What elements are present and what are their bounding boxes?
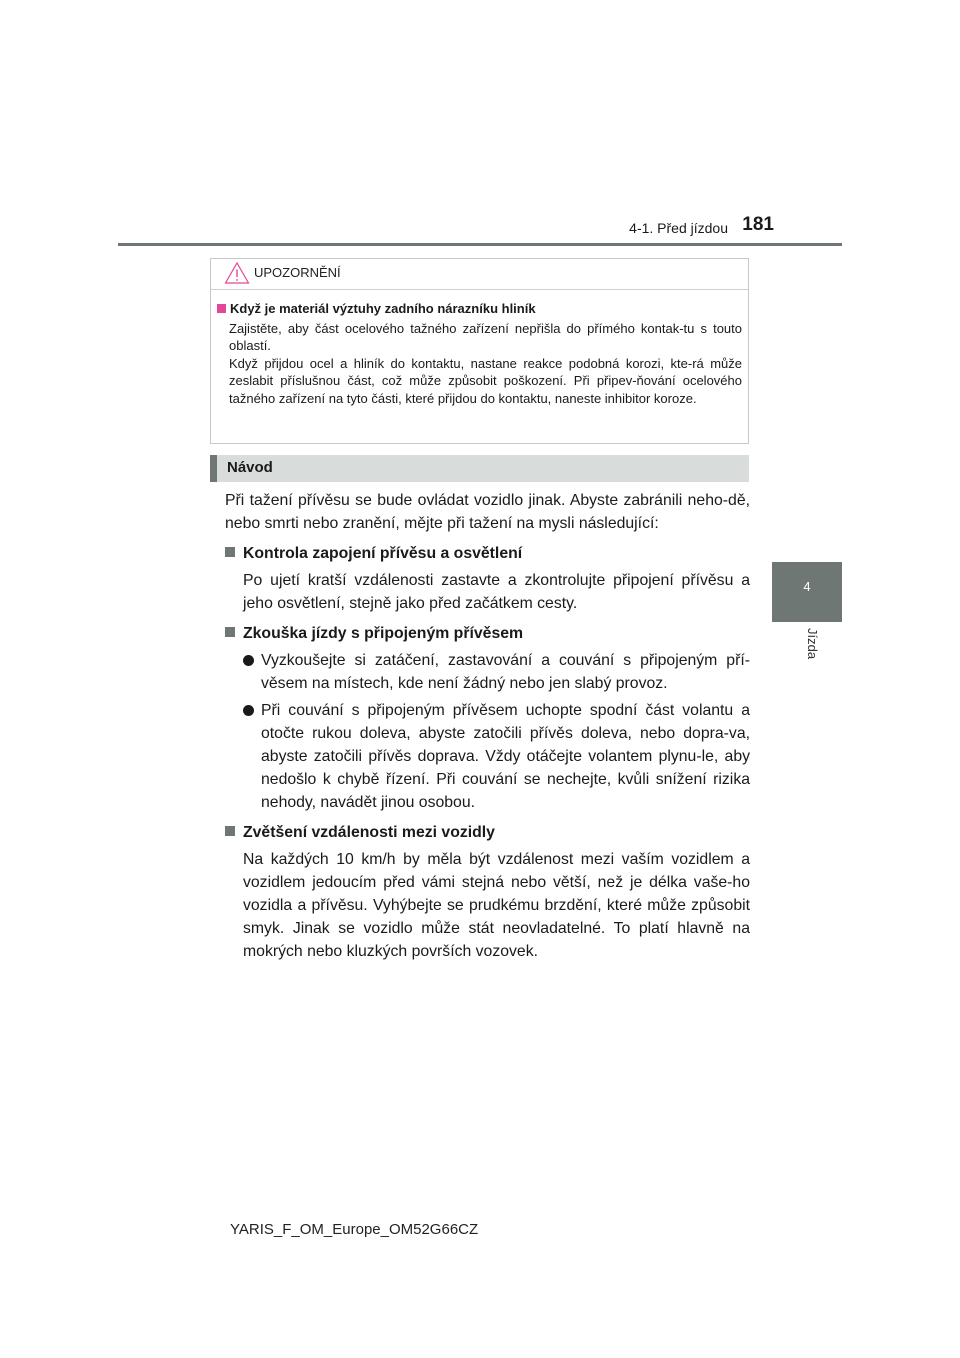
page-number: 181: [742, 214, 774, 235]
square-bullet-icon: [225, 547, 235, 557]
square-bullet-icon: [225, 627, 235, 637]
warning-text: [229, 320, 742, 407]
item-text: Na každých 10 km/h by měla být vzdálenost mezi vaším vozidlem a vozidlem jedoucím před vámi stejná nebo větší, než je délka vaše-ho vozidla a přívěsu. Vyhýbejte se prudkému brzdění, které může způsobit smyk. Jinak se vozidlo může stát neovladatelné. To platí hlavně na mokrých nebo kluzkých površích vozovek.: [243, 851, 750, 960]
section-title: Návod: [227, 459, 273, 476]
warning-paragraph: Když přijdou ocel a hliník do kontaktu, nastane reakce podobná korozi, kte-rá může zeslabit příslušnou část, což může způsobit poškození. Při připev-ňování ocelového tažného zařízení na tyto části, které přijdou do kontaktu, naneste inhibitor koroze.: [229, 355, 742, 406]
header-section-title: 4-1. Před jízdou: [629, 220, 728, 236]
item-heading: [225, 542, 750, 565]
square-bullet-icon: [225, 826, 235, 836]
list-item: [225, 699, 750, 814]
round-bullet-icon: [243, 655, 254, 666]
warning-subhead: [217, 300, 742, 317]
item-heading: [225, 622, 750, 645]
footer-doc-id: YARIS_F_OM_Europe_OM52G66CZ: [230, 1221, 479, 1238]
list-item-text: Při couvání s připojeným přívěsem uchopte spodní část volantu a otočte rukou doleva, abyste zatočili přívěs doleva, nebo dopra-va, abyste zatočili přívěs doprava. Vždy otáčejte volantem plynu-le, aby nedošlo k chybě řízení. Při couvání se nechejte, kvůli snížení rizika nehody, navádět jinou osobou.: [261, 702, 750, 811]
section-header: [210, 455, 749, 482]
item-text: Po ujetí kratší vzdálenosti zastavte a zkontrolujte připojení přívěsu a jeho osvětlení, stejně jako před začátkem cesty.: [243, 572, 750, 612]
header-rule: [118, 243, 842, 246]
item-heading-text: Zkouška jízdy s připojeným přívěsem: [243, 625, 524, 642]
warning-header: [211, 259, 748, 290]
warning-box: [210, 258, 749, 444]
chapter-number: 4: [803, 579, 811, 594]
list-item-text: Vyzkoušejte si zatáčení, zastavování a couvání s připojeným pří-věsem na místech, kde není žádný nebo jen slabý provoz.: [261, 652, 750, 692]
warning-triangle-icon: [224, 261, 250, 285]
item-heading: [225, 821, 750, 844]
chapter-label: Jízda: [805, 628, 820, 660]
item-heading-text: Zvětšení vzdálenosti mezi vozidly: [243, 824, 495, 841]
square-bullet-icon: [217, 304, 226, 313]
chapter-tab: [772, 562, 842, 622]
list-item: [225, 649, 750, 695]
intro-paragraph: Při tažení přívěsu se bude ovládat vozidlo jinak. Abyste zabránili neho-dě, nebo smrti nebo zranění, mějte při tažení na mysli následující:: [225, 492, 750, 532]
item-heading-text: Kontrola zapojení přívěsu a osvětlení: [243, 545, 523, 562]
section-content: [225, 489, 750, 963]
warning-body: [217, 300, 742, 407]
round-bullet-icon: [243, 705, 254, 716]
warning-subhead-text: Když je materiál výztuhy zadního nárazníku hliník: [230, 301, 536, 316]
warning-title: UPOZORNĚNÍ: [254, 265, 341, 280]
warning-paragraph: Zajistěte, aby část ocelového tažného zařízení nepřišla do přímého kontak-tu s touto oblastí.: [229, 321, 742, 354]
